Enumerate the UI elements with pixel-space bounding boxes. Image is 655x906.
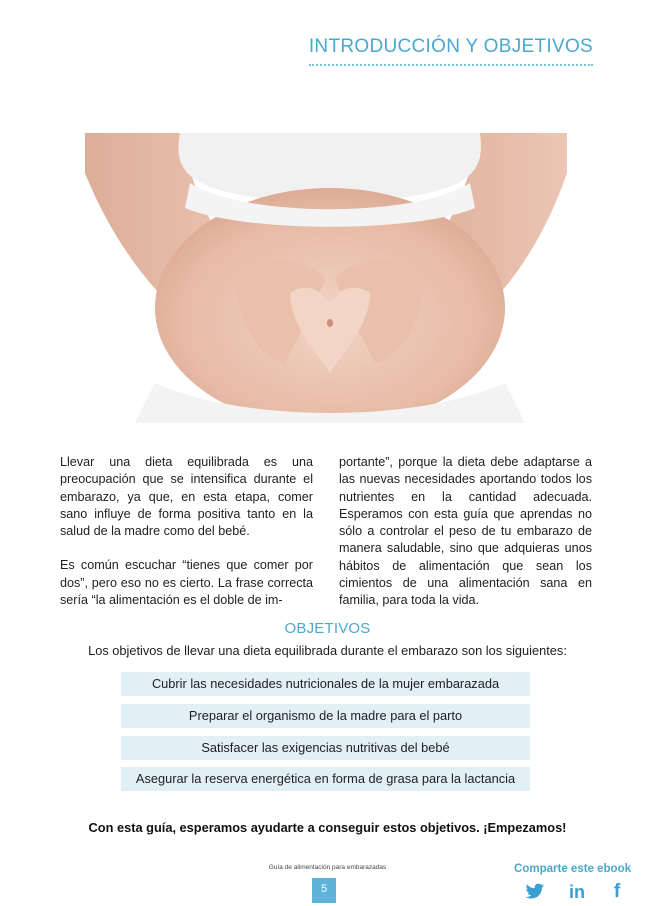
linkedin-icon[interactable]: in: [569, 882, 585, 902]
footer-guide-name: Guía de alimentación para embarazadas: [268, 864, 387, 871]
body-text-right-column: [339, 454, 592, 627]
twitter-icon[interactable]: [525, 883, 545, 901]
closing-statement: Con esta guía, esperamos ayudarte a conseguir estos objetivos. ¡Empezamos!: [88, 820, 567, 835]
objectives-intro: Los objetivos de llevar una dieta equilibrada durante el embarazo son los siguientes:: [88, 643, 567, 658]
paragraph: portante”, porque la dieta debe adaptarse a las nuevas necesidades aportando todos los nutrientes en la cantidad adecuada. Esperamos con esta guía que aprendas no sólo a controlar el peso de tu embarazo de manera saludable, sino que adquieras unos hábitos de alimentación que sean los cimientos de una alimentación sana en familia, para toda la vida.: [339, 455, 592, 608]
share-label: Comparte este ebook: [514, 863, 631, 875]
objectives-heading: OBJETIVOS: [284, 620, 371, 637]
objective-item: Cubrir las necesidades nutricionales de la mujer embarazada: [121, 672, 530, 696]
paragraph: Llevar una dieta equilibrada es una preocupación que se intensifica durante el embarazo, ya que, en esta etapa, comer sano influye de forma positiva tanto en la salud de la madre como del bebé.: [60, 455, 313, 539]
paragraph: Es común escuchar “tienes que comer por dos”, pero eso no es cierto. La frase correcta sería “la alimentación es el doble de im-: [60, 558, 313, 608]
objective-item: Asegurar la reserva energética en forma de grasa para la lactancia: [121, 767, 530, 791]
facebook-icon[interactable]: f: [613, 881, 621, 902]
objective-item: Satisfacer las exigencias nutritivas del bebé: [121, 736, 530, 760]
body-text-left-column: [60, 454, 313, 626]
pregnant-belly-photo: [85, 133, 567, 423]
page-number: 5: [312, 878, 336, 903]
objective-item: Preparar el organismo de la madre para el parto: [121, 704, 530, 728]
page-title: INTRODUCCIÓN Y OBJETIVOS: [309, 36, 593, 66]
